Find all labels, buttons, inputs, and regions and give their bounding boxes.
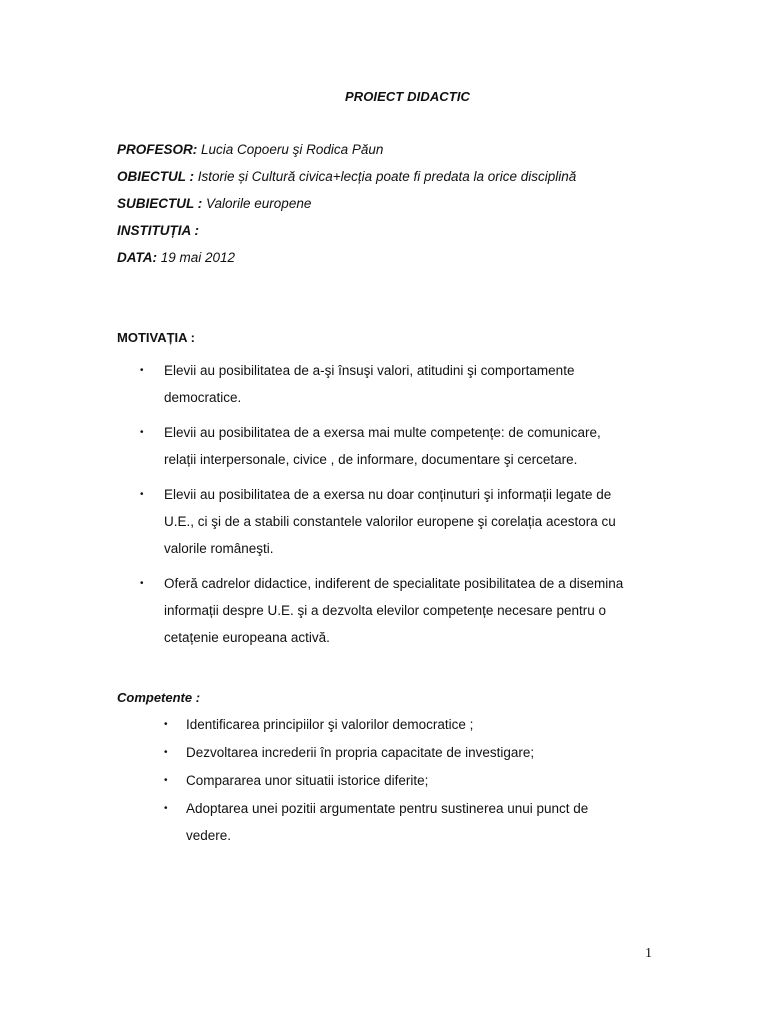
subiectul-value: Valorile europene [202, 196, 312, 211]
bullet-icon: • [140, 427, 144, 438]
list-item [140, 357, 623, 411]
list-item-line: Oferă cadrelor didactice, indiferent de specialitate posibilitatea de a disemina [164, 576, 624, 591]
bullet-icon: • [164, 747, 168, 758]
list-item [164, 739, 588, 766]
bullet-icon: • [140, 578, 144, 589]
list-item-line: vedere. [186, 828, 232, 843]
data-value: 19 mai 2012 [157, 250, 236, 265]
list-item-line: Compararea unor situatii istorice diferite; [186, 773, 429, 788]
meta-profesor [117, 142, 383, 157]
bullet-icon: • [164, 803, 168, 814]
meta-data [117, 250, 235, 265]
institutia-label: INSTITUȚIA : [117, 223, 199, 238]
list-item-line: relații interpersonale, civice , de informare, documentare şi cercetare. [164, 452, 578, 467]
list-item [164, 711, 588, 738]
document-title: PROIECT DIDACTIC [344, 89, 471, 104]
list-item-line: valorile româneşti. [164, 541, 274, 556]
obiectul-label: OBIECTUL : [117, 169, 194, 184]
list-item-line: Identificarea principiilor şi valorilor democratice ; [186, 717, 474, 732]
list-item-line: Dezvoltarea increderii în propria capacitate de investigare; [186, 745, 535, 760]
list-item-line: informații despre U.E. şi a dezvolta elevilor competențe necesare pentru o [164, 603, 606, 618]
list-item [164, 795, 589, 849]
bullet-icon: • [164, 719, 168, 730]
competente-list [164, 711, 589, 849]
meta-obiectul [117, 169, 576, 184]
meta-subiectul [117, 196, 311, 211]
bullet-icon: • [140, 489, 144, 500]
list-item-line: Elevii au posibilitatea de a exersa mai multe competențe: de comunicare, [164, 425, 601, 440]
list-item-line: democratice. [164, 390, 242, 405]
list-item [140, 570, 624, 651]
data-label: DATA: [117, 250, 157, 265]
page-number: 1 [645, 946, 652, 961]
bullet-icon: • [140, 365, 144, 376]
list-item-line: U.E., ci şi de a stabili constantele valorilor europene şi corelația acestora cu [164, 514, 616, 529]
competente-heading: Competente : [117, 690, 201, 705]
bullet-icon: • [164, 775, 168, 786]
meta-institutia [117, 223, 199, 238]
list-item [140, 419, 623, 473]
list-item-line: Elevii au posibilitatea de a exersa nu doar conținuturi şi informații legate de [164, 487, 612, 502]
profesor-value: Lucia Copoeru şi Rodica Păun [197, 142, 384, 157]
motivatia-heading: MOTIVAȚIA : [117, 330, 195, 345]
profesor-label: PROFESOR: [117, 142, 198, 157]
list-item [164, 767, 588, 794]
subiectul-label: SUBIECTUL : [117, 196, 203, 211]
list-item [140, 481, 623, 562]
list-item-line: Adoptarea unei pozitii argumentate pentru sustinerea unui punct de [186, 801, 589, 816]
obiectul-value: Istorie și Cultură civica+lecția poate fi predata la orice disciplină [194, 169, 577, 184]
list-item-line: cetațenie europeana activă. [164, 630, 330, 645]
list-item-line: Elevii au posibilitatea de a-şi însuşi valori, atitudini şi comportamente [164, 363, 575, 378]
motivatia-list [140, 357, 624, 651]
